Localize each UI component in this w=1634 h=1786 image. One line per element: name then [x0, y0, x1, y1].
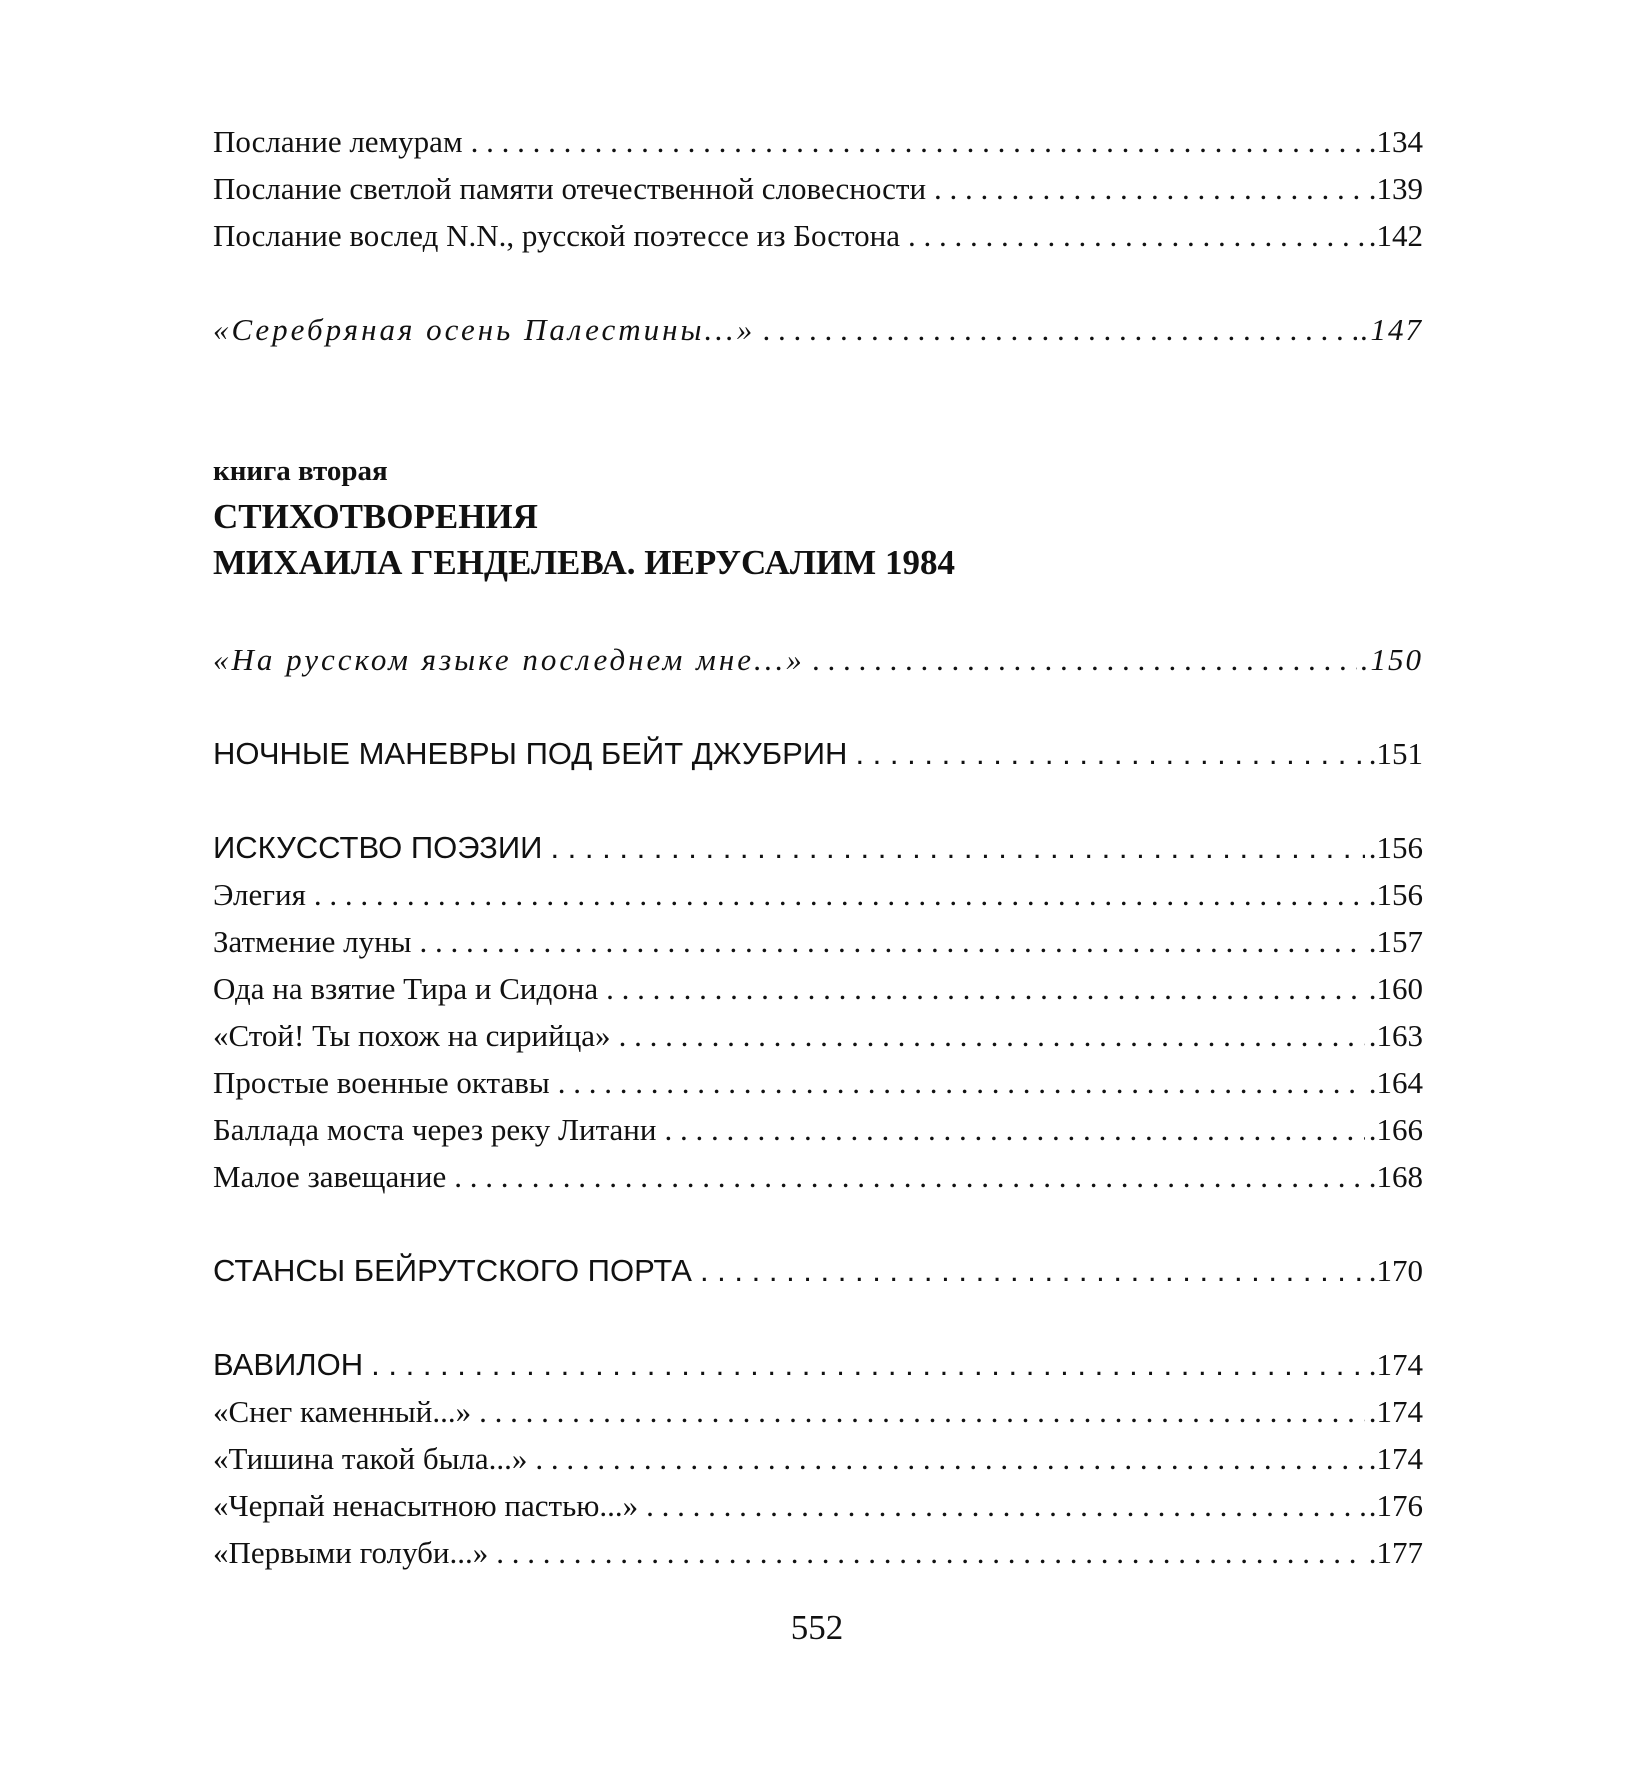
entry-title: «Черпай ненасытною пастью...» [213, 1488, 639, 1523]
dot-leader [314, 875, 1365, 915]
entry-page: .176 [1368, 1488, 1423, 1523]
entry-title: ВАВИЛОН [213, 1347, 364, 1382]
toc-entry [213, 1439, 1423, 1479]
entry-title: СТАНСЫ БЕЙРУТСКОГО ПОРТА [213, 1253, 692, 1288]
entry-page: .166 [1368, 1112, 1423, 1147]
page-number: 552 [790, 1608, 844, 1647]
entry-title: «Тишина такой была...» [213, 1441, 528, 1476]
dot-leader [558, 1063, 1365, 1103]
dot-leader [619, 1016, 1365, 1056]
entry-page: .150 [1360, 642, 1423, 677]
book-title-line2: МИХАИЛА ГЕНДЕЛЕВА. ИЕРУСАЛИМ 1984 [213, 543, 955, 582]
dot-leader [646, 1486, 1365, 1526]
entry-page: .147 [1360, 312, 1423, 347]
entry-page: .157 [1368, 924, 1423, 959]
dot-leader [606, 969, 1365, 1009]
entry-title: «Снег каменный...» [213, 1394, 472, 1429]
entry-page: .170 [1368, 1253, 1423, 1288]
toc-section-entry [213, 1345, 1423, 1385]
entry-title: Ода на взятие Тира и Сидона [213, 971, 599, 1006]
dot-leader [550, 828, 1364, 868]
entry-page: .160 [1368, 971, 1423, 1006]
entry-page: .151 [1368, 736, 1423, 771]
toc-section-entry [213, 828, 1423, 868]
dot-leader [700, 1251, 1365, 1291]
dot-leader [454, 1157, 1365, 1197]
toc-entry [213, 169, 1423, 209]
dot-leader [908, 216, 1365, 256]
entry-title: «Первыми голуби...» [213, 1535, 489, 1570]
entry-page: .163 [1368, 1018, 1423, 1053]
entry-page: .156 [1368, 830, 1423, 865]
entry-title: Простые военные октавы [213, 1065, 550, 1100]
entry-page: .134 [1368, 124, 1423, 159]
entry-page: .142 [1368, 218, 1423, 253]
dot-leader [420, 922, 1365, 962]
entry-title: Баллада моста через реку Литани [213, 1112, 657, 1147]
toc-entry [213, 875, 1423, 915]
toc-section-entry [213, 1251, 1423, 1291]
entry-page: .164 [1368, 1065, 1423, 1100]
dot-leader [763, 310, 1356, 350]
toc-entry [213, 1157, 1423, 1197]
toc-entry [213, 216, 1423, 256]
toc-entry [213, 1533, 1423, 1573]
dot-leader [934, 169, 1365, 209]
dot-leader [535, 1439, 1364, 1479]
entry-page: .174 [1368, 1441, 1423, 1476]
entry-title: Послание светлой памяти отечественной словесности [213, 171, 927, 206]
entry-page: .139 [1368, 171, 1423, 206]
toc-entry [213, 1110, 1423, 1150]
toc-entry [213, 310, 1423, 350]
dot-leader [665, 1110, 1365, 1150]
dot-leader [471, 122, 1365, 162]
dot-leader [855, 734, 1364, 774]
toc-entry [213, 1392, 1423, 1432]
entry-title: Затмение луны [213, 924, 412, 959]
toc-entry [213, 969, 1423, 1009]
toc-entry [213, 922, 1423, 962]
entry-title: «Стой! Ты похож на сирийца» [213, 1018, 611, 1053]
entry-title: Послание вослед N.N., русской поэтессе из Бостона [213, 218, 901, 253]
dot-leader [813, 640, 1357, 680]
toc-entry [213, 640, 1423, 680]
book-title-line1: СТИХОТВОРЕНИЯ [213, 497, 538, 536]
entry-title: «На русском языке последнем мне...» [213, 642, 805, 677]
toc-entry [213, 1016, 1423, 1056]
dot-leader [371, 1345, 1365, 1385]
entry-title: Элегия [213, 877, 306, 912]
entry-page: .174 [1368, 1394, 1423, 1429]
entry-title: «Серебряная осень Палестины...» [213, 312, 756, 347]
entry-title: ИСКУССТВО ПОЭЗИИ [213, 830, 543, 865]
entry-page: .177 [1368, 1535, 1423, 1570]
dot-leader [479, 1392, 1365, 1432]
entry-page: .156 [1368, 877, 1423, 912]
entry-page: .174 [1368, 1347, 1423, 1382]
toc-entry [213, 1063, 1423, 1103]
entry-page: .168 [1368, 1159, 1423, 1194]
book-label: книга вторая [213, 455, 388, 487]
dot-leader [496, 1533, 1364, 1573]
entry-title: НОЧНЫЕ МАНЕВРЫ ПОД БЕЙТ ДЖУБРИН [213, 736, 848, 771]
entry-title: Послание лемурам [213, 124, 463, 159]
toc-entry [213, 122, 1423, 162]
toc-section-entry [213, 734, 1423, 774]
entry-title: Малое завещание [213, 1159, 447, 1194]
toc-entry [213, 1486, 1423, 1526]
